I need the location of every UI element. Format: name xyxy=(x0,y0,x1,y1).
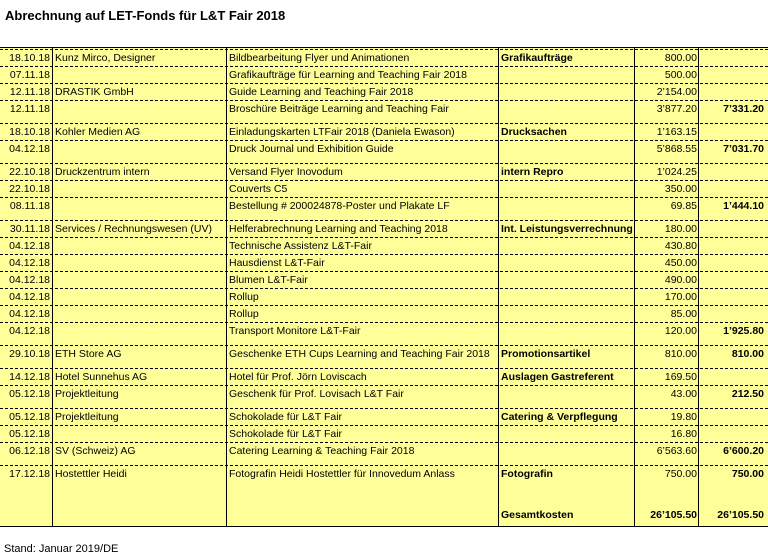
category-cell: intern Repro xyxy=(501,166,564,178)
group-total-cell xyxy=(701,221,764,238)
table-row xyxy=(0,197,768,214)
description-cell: Geschenk für Prof. Lovisach L&T Fair xyxy=(229,388,404,400)
table-row xyxy=(0,271,768,288)
supplier-cell: ETH Store AG xyxy=(55,348,122,360)
category-cell: Int. Leistungsverrechnung xyxy=(501,223,633,235)
group-total-cell xyxy=(701,272,764,289)
supplier-cell: SV (Schweiz) AG xyxy=(55,445,136,457)
group-total-cell xyxy=(701,426,764,443)
group-total-cell: 212.50 xyxy=(731,388,764,400)
category-cell: Catering & Verpflegung xyxy=(501,411,618,423)
category-cell xyxy=(501,181,633,198)
footer-note: Stand: Januar 2019/DE xyxy=(4,543,119,555)
supplier-cell: DRASTIK GmbH xyxy=(55,86,134,98)
group-total-cell: 750.00 xyxy=(731,468,764,480)
amount-cell: 800.00 xyxy=(664,52,697,64)
amount-cell: 120.00 xyxy=(664,325,697,337)
description-cell: Guide Learning and Teaching Fair 2018 xyxy=(229,86,414,98)
category-cell xyxy=(501,323,633,340)
supplier-cell xyxy=(55,272,225,289)
category-cell xyxy=(501,238,633,255)
description-cell: Technische Assistenz L&T-Fair xyxy=(229,240,372,252)
category-cell: Drucksachen xyxy=(501,126,567,138)
date-cell: 30.11.18 xyxy=(9,223,50,235)
table-row xyxy=(0,345,768,362)
table-row xyxy=(0,66,768,83)
description-cell: Schokolade für L&T Fair xyxy=(229,428,343,440)
category-cell: Fotografin xyxy=(501,468,553,480)
group-total-cell xyxy=(701,306,764,323)
supplier-cell: Kunz Mirco, Designer xyxy=(55,52,156,64)
description-cell: Bildbearbeitung Flyer und Animationen xyxy=(229,52,410,64)
date-cell: 04.12.18 xyxy=(9,240,50,252)
table-row xyxy=(0,425,768,442)
table-row xyxy=(0,254,768,271)
date-cell: 22.10.18 xyxy=(9,183,50,195)
table-row xyxy=(0,322,768,339)
date-cell: 04.12.18 xyxy=(9,291,50,303)
category-cell: Promotionsartikel xyxy=(501,348,591,360)
supplier-cell xyxy=(55,289,225,306)
category-cell xyxy=(501,386,633,403)
description-cell: Schokolade für L&T Fair xyxy=(229,411,343,423)
group-total-cell xyxy=(701,238,764,255)
group-total-cell xyxy=(701,84,764,101)
amount-cell: 169.50 xyxy=(664,371,697,383)
date-cell: 04.12.18 xyxy=(9,325,50,337)
category-cell xyxy=(501,67,633,84)
table-row xyxy=(0,305,768,322)
column-divider xyxy=(634,47,635,526)
amount-cell: 430.80 xyxy=(664,240,697,252)
description-cell: Couverts C5 xyxy=(229,183,288,195)
date-cell: 04.12.18 xyxy=(9,308,50,320)
group-total-cell xyxy=(701,369,764,386)
column-divider xyxy=(226,47,227,526)
supplier-cell xyxy=(55,198,225,215)
grand-total-amount: 26’105.50 xyxy=(650,509,697,521)
amount-cell: 43.00 xyxy=(670,388,697,400)
category-cell xyxy=(501,141,633,158)
category-cell xyxy=(501,289,633,306)
group-total-cell xyxy=(701,124,764,141)
date-cell: 08.11.18 xyxy=(9,200,50,212)
group-total-cell xyxy=(701,50,764,67)
table-row xyxy=(0,465,768,482)
description-cell: Rollup xyxy=(229,291,259,303)
date-cell: 22.10.18 xyxy=(9,166,50,178)
description-cell: Fotografin Heidi Hostettler für Innovedum Anlass xyxy=(229,468,455,480)
amount-cell: 450.00 xyxy=(664,257,697,269)
supplier-cell: Projektleitung xyxy=(55,411,119,423)
description-cell: Einladungskarten LTFair 2018 (Daniela Ewason) xyxy=(229,126,455,138)
date-cell: 05.12.18 xyxy=(9,411,50,423)
description-cell: Blumen L&T-Fair xyxy=(229,274,308,286)
category-cell xyxy=(501,426,633,443)
category-cell xyxy=(501,198,633,215)
category-cell xyxy=(501,443,633,460)
description-cell: Druck Journal und Exhibition Guide xyxy=(229,143,394,155)
date-cell: 07.11.18 xyxy=(9,69,50,81)
table-row xyxy=(0,140,768,157)
expense-table xyxy=(0,47,768,526)
table-row xyxy=(0,408,768,425)
supplier-cell: Services / Rechnungswesen (UV) xyxy=(55,223,212,235)
supplier-cell xyxy=(55,141,225,158)
grand-total-sum: 26’105.50 xyxy=(717,509,764,521)
amount-cell: 5’868.55 xyxy=(656,143,697,155)
table-row xyxy=(0,220,768,237)
description-cell: Catering Learning & Teaching Fair 2018 xyxy=(229,445,415,457)
table-row xyxy=(0,385,768,402)
group-total-cell xyxy=(701,409,764,426)
supplier-cell xyxy=(55,306,225,323)
description-cell: Rollup xyxy=(229,308,259,320)
date-cell: 18.10.18 xyxy=(9,52,50,64)
description-cell: Helferabrechnung Learning and Teaching 2018 xyxy=(229,223,448,235)
supplier-cell: Hostettler Heidi xyxy=(55,468,127,480)
date-cell: 04.12.18 xyxy=(9,274,50,286)
category-cell: Auslagen Gastreferent xyxy=(501,371,614,383)
document-title: Abrechnung auf LET-Fonds für L&T Fair 2018 xyxy=(5,8,286,23)
date-cell: 06.12.18 xyxy=(9,445,50,457)
supplier-cell xyxy=(55,323,225,340)
group-total-cell xyxy=(701,289,764,306)
amount-cell: 1’024.25 xyxy=(656,166,697,178)
table-bottom-border xyxy=(0,526,768,527)
table-row xyxy=(0,49,768,66)
amount-cell: 1’163.15 xyxy=(656,126,697,138)
description-cell: Broschüre Beiträge Learning and Teaching Fair xyxy=(229,103,449,115)
category-cell xyxy=(501,272,633,289)
description-cell: Transport Monitore L&T-Fair xyxy=(229,325,361,337)
table-row xyxy=(0,237,768,254)
supplier-cell xyxy=(55,67,225,84)
group-total-cell: 7’331.20 xyxy=(723,103,764,115)
group-total-cell: 7’031.70 xyxy=(723,143,764,155)
supplier-cell xyxy=(55,181,225,198)
amount-cell: 490.00 xyxy=(664,274,697,286)
table-row xyxy=(0,442,768,459)
date-cell: 29.10.18 xyxy=(9,348,50,360)
group-total-cell: 1’444.10 xyxy=(723,200,764,212)
group-total-cell: 1’925.80 xyxy=(723,325,764,337)
date-cell: 05.12.18 xyxy=(9,428,50,440)
category-cell xyxy=(501,255,633,272)
supplier-cell xyxy=(55,255,225,272)
supplier-cell: Kohler Medien AG xyxy=(55,126,141,138)
amount-cell: 350.00 xyxy=(664,183,697,195)
table-row xyxy=(0,83,768,100)
group-total-cell xyxy=(701,164,764,181)
amount-cell: 180.00 xyxy=(664,223,697,235)
date-cell: 14.12.18 xyxy=(9,371,50,383)
grand-total-row xyxy=(0,493,768,526)
column-divider xyxy=(698,47,699,526)
supplier-cell: Druckzentrum intern xyxy=(55,166,150,178)
table-row xyxy=(0,163,768,180)
table-top-border xyxy=(0,47,768,48)
supplier-cell: Hotel Sunnehus AG xyxy=(55,371,148,383)
date-cell: 05.12.18 xyxy=(9,388,50,400)
group-total-cell xyxy=(701,255,764,272)
date-cell: 04.12.18 xyxy=(9,257,50,269)
amount-cell: 3’877.20 xyxy=(656,103,697,115)
group-total-cell xyxy=(701,67,764,84)
supplier-cell xyxy=(55,101,225,118)
category-cell xyxy=(501,101,633,118)
description-cell: Bestellung # 200024878-Poster und Plakate LF xyxy=(229,200,450,212)
date-cell: 12.11.18 xyxy=(9,103,50,115)
supplier-cell: Projektleitung xyxy=(55,388,119,400)
table-row xyxy=(0,368,768,385)
amount-cell: 750.00 xyxy=(664,468,697,480)
date-cell: 18.10.18 xyxy=(9,126,50,138)
group-total-cell: 810.00 xyxy=(731,348,764,360)
group-total-cell xyxy=(701,181,764,198)
amount-cell: 500.00 xyxy=(664,69,697,81)
supplier-cell xyxy=(55,426,225,443)
description-cell: Hotel für Prof. Jörn Loviscach xyxy=(229,371,367,383)
table-row xyxy=(0,288,768,305)
amount-cell: 2’154.00 xyxy=(656,86,697,98)
amount-cell: 6’563.60 xyxy=(656,445,697,457)
amount-cell: 810.00 xyxy=(664,348,697,360)
category-cell xyxy=(501,84,633,101)
supplier-cell xyxy=(55,238,225,255)
grand-total-label: Gesamtkosten xyxy=(501,509,574,521)
column-divider xyxy=(52,47,53,526)
category-cell xyxy=(501,306,633,323)
date-cell: 17.12.18 xyxy=(9,468,50,480)
description-cell: Versand Flyer Inovodum xyxy=(229,166,343,178)
category-cell: Grafikaufträge xyxy=(501,52,573,64)
amount-cell: 85.00 xyxy=(670,308,697,320)
amount-cell: 16.80 xyxy=(670,428,697,440)
amount-cell: 170.00 xyxy=(664,291,697,303)
table-row xyxy=(0,100,768,117)
table-row xyxy=(0,180,768,197)
description-cell: Geschenke ETH Cups Learning and Teaching Fair 2018 xyxy=(229,348,490,360)
date-cell: 04.12.18 xyxy=(9,143,50,155)
description-cell: Hausdienst L&T-Fair xyxy=(229,257,325,269)
group-total-cell: 6’600.20 xyxy=(723,445,764,457)
amount-cell: 69.85 xyxy=(670,200,697,212)
date-cell: 12.11.18 xyxy=(9,86,50,98)
amount-cell: 19.80 xyxy=(670,411,697,423)
column-divider xyxy=(498,47,499,526)
table-row xyxy=(0,123,768,140)
description-cell: Grafikaufträge für Learning and Teaching Fair 2018 xyxy=(229,69,467,81)
